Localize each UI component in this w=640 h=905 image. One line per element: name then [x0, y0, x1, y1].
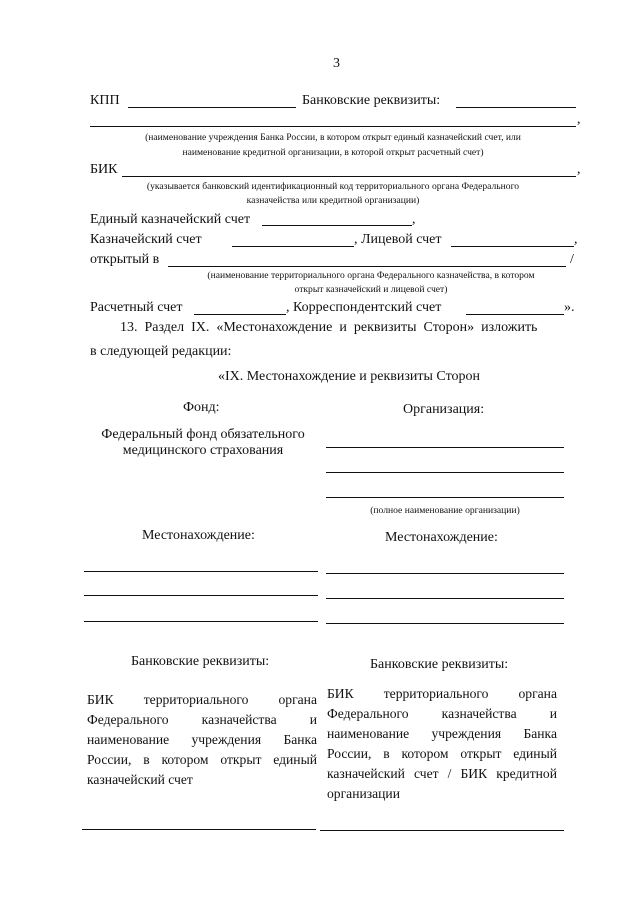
opened-in-slash: / — [570, 252, 574, 267]
bik-label: БИК — [90, 162, 118, 177]
org-bank-text-line-2: Федерального казначейства и — [327, 706, 557, 721]
personal-input-line — [451, 246, 574, 247]
fund-bank-text-line-1: БИК территориального органа — [87, 692, 317, 707]
fund-bank-text-line-3: наименование учреждения Банка — [87, 732, 317, 747]
org-name-note: (полное наименование организации) — [370, 505, 520, 516]
settlement-label: Расчетный счет — [90, 300, 183, 315]
page-number: 3 — [333, 56, 340, 71]
correspondent-label: , Корреспондентский счет — [286, 300, 442, 315]
single-treasury-input-line — [262, 225, 412, 226]
opened-in-note-2: открыт казначейский и лицевой счет) — [294, 284, 448, 295]
bank-name-comma: , — [577, 112, 581, 127]
org-bank-text-line-5: казначейский счет / БИК кредитной — [327, 766, 557, 781]
personal-comma: , — [574, 232, 578, 247]
fund-bank-input-line — [82, 829, 316, 830]
org-bank-text-line-3: наименование учреждения Банка — [327, 726, 557, 741]
single-treasury-comma: , — [412, 212, 416, 227]
fund-location-input-line-1 — [84, 571, 318, 572]
org-location-input-line-1 — [326, 573, 564, 574]
fund-bank-text-line-2: Федерального казначейства и — [87, 712, 317, 727]
bank-name-note-1: (наименование учреждения Банка России, в котором открыт единый казначейский счет, или — [145, 132, 521, 143]
fund-location-input-line-2 — [84, 595, 318, 596]
treasury-label: Казначейский счет — [90, 232, 202, 247]
personal-label: , Лицевой счет — [354, 232, 442, 247]
fund-name-line-1: Федеральный фонд обязательного — [101, 427, 305, 442]
bik-input-line — [122, 176, 576, 177]
org-location-input-line-3 — [326, 623, 564, 624]
bank-name-input-line — [90, 126, 576, 127]
org-location-label: Местонахождение: — [385, 530, 498, 545]
bik-comma: , — [577, 162, 581, 177]
bik-note-2: казначейства или кредитной организации) — [246, 195, 420, 206]
fund-location-input-line-3 — [84, 621, 318, 622]
kpp-label: КПП — [90, 93, 120, 108]
fund-bank-text-line-5: казначейский счет — [87, 772, 193, 787]
correspondent-input-line — [466, 314, 564, 315]
org-bank-text-line-4: России, в котором открыт единый — [327, 746, 557, 761]
fund-bank-label: Банковские реквизиты: — [131, 654, 270, 669]
fund-location-label: Местонахождение: — [142, 528, 255, 543]
org-name-input-line-1 — [326, 447, 564, 448]
bank-details-input-line — [456, 107, 576, 108]
section-13-line-2: в следующей редакции: — [90, 344, 232, 359]
bik-note-1: (указывается банковский идентификационный код территориального органа Федерального — [146, 181, 520, 192]
org-bank-text — [327, 684, 557, 804]
opened-in-input-line — [168, 266, 566, 267]
kpp-input-line — [128, 107, 296, 108]
single-treasury-label: Единый казначейский счет — [90, 212, 251, 227]
org-bank-text-line-6: организации — [327, 786, 400, 801]
fund-label: Фонд: — [183, 400, 220, 415]
org-label: Организация: — [403, 402, 485, 417]
settlement-input-line — [194, 314, 286, 315]
org-bank-input-line — [320, 830, 564, 831]
fund-bank-text-line-4: России, в котором открыт единый — [87, 752, 317, 767]
section-heading: «IX. Местонахождение и реквизиты Сторон — [218, 369, 481, 384]
bank-details-label: Банковские реквизиты: — [302, 93, 441, 108]
treasury-input-line — [232, 246, 354, 247]
fund-bank-text — [87, 690, 317, 790]
bank-name-note-2: наименование кредитной организации, в которой открыт расчетный счет) — [182, 147, 484, 158]
opened-in-note-1: (наименование территориального органа Федерального казначейства, в котором — [207, 270, 535, 281]
org-location-input-line-2 — [326, 598, 564, 599]
org-bank-label: Банковские реквизиты: — [370, 657, 509, 672]
org-name-input-line-3 — [326, 497, 564, 498]
org-name-input-line-2 — [326, 472, 564, 473]
section-13-line-1: 13. Раздел IX. «Местонахождение и реквизиты Сторон» изложить — [120, 320, 538, 335]
accounts-end: ». — [564, 300, 575, 315]
fund-name-line-2: медицинского страхования — [122, 443, 284, 458]
opened-in-label: открытый в — [90, 252, 160, 267]
org-bank-text-line-1: БИК территориального органа — [327, 686, 557, 701]
